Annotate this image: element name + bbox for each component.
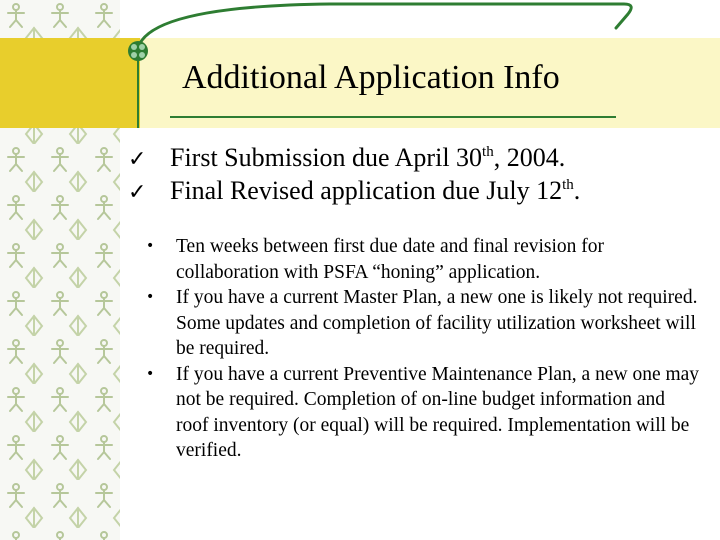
bullet-icon: • xyxy=(146,365,155,382)
bullet-item xyxy=(146,362,702,464)
slide-title: Additional Application Info xyxy=(182,59,560,96)
bullet-list xyxy=(146,234,702,464)
swoosh-line xyxy=(138,4,631,48)
bullet-icon: • xyxy=(146,289,155,305)
checkmark-icon: ✓ xyxy=(128,180,147,205)
checkmark-icon: ✓ xyxy=(128,147,147,172)
checklist-text: Final Revised application due July 12th. xyxy=(170,176,581,205)
bullet-icon: • xyxy=(146,238,155,254)
bullet-text: If you have a current Master Plan, a new one is likely not required. Some updates and completion of facility utilization worksheet will be required. xyxy=(176,287,698,359)
checklist-item xyxy=(128,142,708,175)
globe-icon xyxy=(128,41,148,61)
checklist-item xyxy=(128,175,708,208)
checklist xyxy=(128,142,708,208)
bullet-text: If you have a current Preventive Maintenance Plan, a new one may not be required. Completion of on-line budget information and roof inventory (or equal) will be required. Implementation will be verified. xyxy=(176,363,700,461)
checklist-text: First Submission due April 30th, 2004. xyxy=(170,143,566,172)
bullet-text: Ten weeks between first due date and final revision for collaboration with PSFA “honing” application. xyxy=(176,236,605,283)
bullet-item xyxy=(146,234,702,285)
bullet-item xyxy=(146,285,702,362)
